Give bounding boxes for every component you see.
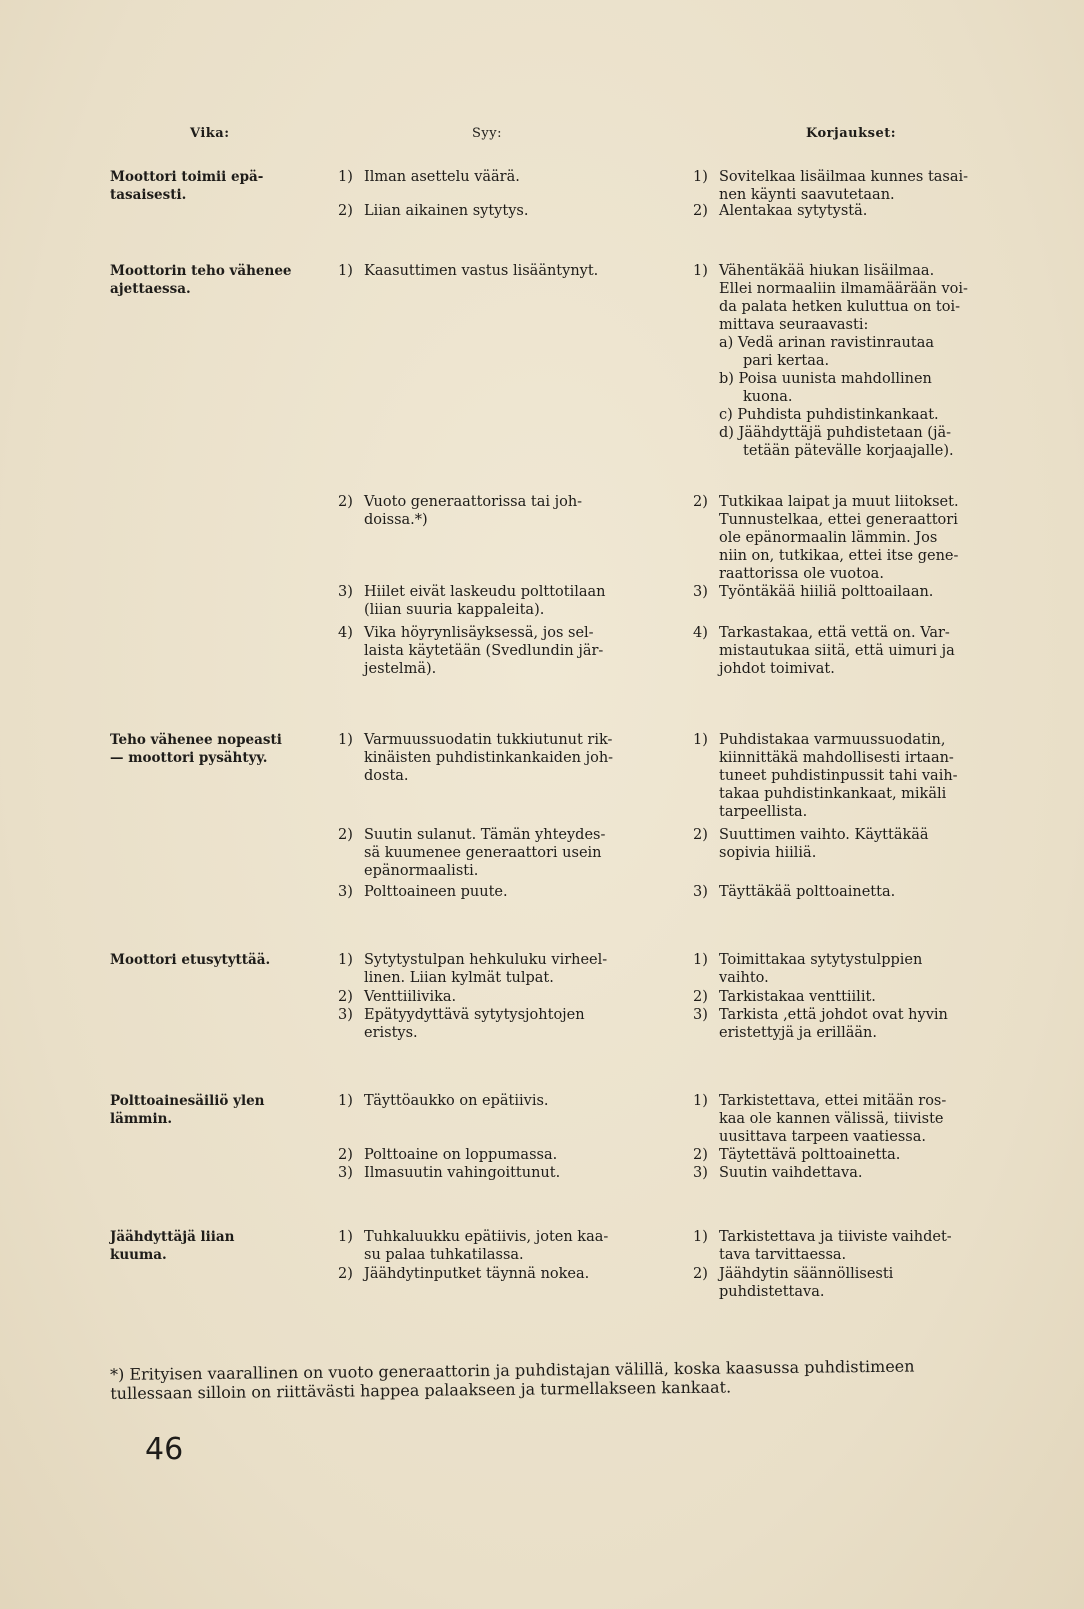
cause-item: [338, 731, 678, 785]
cause-item: [338, 202, 678, 220]
item-text-line: Suuttimen vaihto. Käyttäkää: [719, 827, 929, 843]
item-text-line: Puhdistakaa varmuussuodatin,: [719, 732, 946, 748]
page-number: 46: [145, 1432, 184, 1467]
item-text-line: su palaa tuhkatilassa.: [364, 1247, 524, 1263]
fault-label-line: — moottori pysähtyy.: [110, 750, 268, 766]
cause-item: [338, 1146, 678, 1164]
item-text: [364, 951, 664, 987]
item-number: 2): [338, 1147, 353, 1163]
item-text-line: nen käynti saavutetaan.: [719, 187, 895, 203]
item-text-line: Vähentäkää hiukan lisäilmaa.: [719, 263, 935, 279]
cause-item: [338, 951, 678, 987]
item-text-line: Ilmasuutin vahingoittunut.: [364, 1165, 561, 1181]
item-text-line: Tuhkaluukku epätiivis, joten kaa-: [364, 1229, 609, 1245]
item-text-line: uusittava tarpeen vaatiessa.: [719, 1129, 926, 1145]
item-text-line: Liian aikainen sytytys.: [364, 203, 529, 219]
item-text: [719, 1092, 1019, 1146]
item-text-line: Alentakaa sytytystä.: [719, 203, 868, 219]
item-text-line: mittava seuraavasti:: [719, 317, 869, 333]
item-text-line: Polttoaineen puute.: [364, 884, 508, 900]
cause-item: [338, 624, 678, 678]
item-text-line: Vuoto generaattorissa tai joh-: [364, 494, 583, 510]
item-number: 3): [338, 884, 353, 900]
fix-item: [693, 1006, 1033, 1042]
item-text: [719, 583, 1019, 601]
item-text: [719, 624, 1019, 678]
item-text-line: tetään pätevälle korjaajalle).: [743, 443, 954, 459]
item-number: 1): [338, 952, 353, 968]
item-text-line: Hiilet eivät laskeudu polttotilaan: [364, 584, 606, 600]
item-text-line: Suutin vaihdettava.: [719, 1165, 863, 1181]
item-text: [364, 1146, 664, 1164]
item-text-line: ole epänormaalin lämmin. Jos: [719, 530, 938, 546]
item-text: [364, 1228, 664, 1264]
cause-item: [338, 1006, 678, 1042]
fault-label-line: Polttoainesäiliö ylen: [110, 1093, 265, 1109]
item-text-line: sä kuumenee generaattori usein: [364, 845, 602, 861]
item-text-line: c) Puhdista puhdistinkankaat.: [719, 407, 939, 423]
item-text-line: Vika höyrynlisäyksessä, jos sel-: [364, 625, 594, 641]
item-text: [719, 168, 1019, 204]
item-text: [364, 988, 664, 1006]
item-text-line: johdot toimivat.: [719, 661, 835, 677]
fault-label: [110, 1092, 332, 1128]
item-number: 2): [338, 827, 353, 843]
item-text-line: Sytytystulpan hehkuluku virheel-: [364, 952, 608, 968]
item-text: [364, 624, 664, 678]
item-text-line: kuona.: [743, 389, 793, 405]
item-text: [719, 826, 1019, 862]
fix-item: [693, 988, 1033, 1006]
item-text-line: b) Poisa uunista mahdollinen: [719, 371, 932, 387]
item-number: 3): [693, 584, 708, 600]
fault-label: [110, 262, 332, 298]
item-text: [364, 883, 664, 901]
item-text-line: epänormaalisti.: [364, 863, 479, 879]
item-text-line: Sovitelkaa lisäilmaa kunnes tasai-: [719, 169, 969, 185]
cause-item: [338, 583, 678, 619]
item-text: [719, 202, 1019, 220]
item-text: [719, 493, 1019, 583]
fix-item: [693, 493, 1033, 583]
cause-item: [338, 493, 678, 529]
item-text-line: da palata hetken kuluttua on toi-: [719, 299, 961, 315]
item-text-line: pari kertaa.: [743, 353, 830, 369]
fault-label-line: lämmin.: [110, 1111, 173, 1127]
item-text-line: niin on, tutkikaa, ettei itse gene-: [719, 548, 959, 564]
item-number: 1): [693, 732, 708, 748]
fix-item: [693, 1146, 1033, 1164]
item-text: [719, 883, 1019, 901]
item-number: 3): [338, 584, 353, 600]
item-number: 2): [338, 494, 353, 510]
item-text: [364, 826, 664, 880]
fix-item: [693, 1092, 1033, 1146]
fault-label-line: tasaisesti.: [110, 187, 187, 203]
fault-label: [110, 168, 332, 204]
item-number: 2): [693, 203, 708, 219]
item-text-line: Ilman asettelu väärä.: [364, 169, 520, 185]
item-text-line: Tutkikaa laipat ja muut liitokset.: [719, 494, 959, 510]
item-text: [719, 951, 1019, 987]
item-text-line: mistautukaa siitä, että uimuri ja: [719, 643, 955, 659]
item-number: 1): [338, 1093, 353, 1109]
item-text-line: laista käytetään (Svedlundin jär-: [364, 643, 604, 659]
item-number: 2): [693, 989, 708, 1005]
cause-item: [338, 1164, 678, 1182]
fix-item: [693, 262, 1033, 460]
fix-item: [693, 1265, 1033, 1301]
item-text-line: Täyttäkää polttoainetta.: [719, 884, 896, 900]
item-number: 1): [693, 952, 708, 968]
item-text: [719, 988, 1019, 1006]
item-text-line: Toimittakaa sytytystulppien: [719, 952, 923, 968]
item-text: [719, 1228, 1019, 1264]
cause-item: [338, 262, 678, 280]
fault-label-line: Moottori toimii epä-: [110, 169, 264, 185]
item-text: [364, 583, 664, 619]
item-number: 3): [693, 1165, 708, 1181]
footnote-line: tullessaan silloin on riittävästi happea palaakseen ja turmellakseen kankaat.: [110, 1377, 732, 1403]
item-text-line: Polttoaine on loppumassa.: [364, 1147, 558, 1163]
item-text-line: (liian suuria kappaleita).: [364, 602, 545, 618]
item-text-line: kinäisten puhdistinkankaiden joh-: [364, 750, 614, 766]
item-text-line: sopivia hiiliä.: [719, 845, 817, 861]
item-number: 4): [693, 625, 708, 641]
item-text-line: vaihto.: [719, 970, 769, 986]
fault-label: [110, 731, 332, 767]
fault-label: [110, 951, 332, 969]
item-text-line: tava tarvittaessa.: [719, 1247, 847, 1263]
item-text-line: dosta.: [364, 768, 409, 784]
fix-item: [693, 1228, 1033, 1264]
header-syy: Syy:: [472, 126, 502, 141]
item-text-line: kiinnittäkä mahdollisesti irtaan-: [719, 750, 954, 766]
item-text-line: a) Vedä arinan ravistinrautaa: [719, 335, 934, 351]
fix-item: [693, 731, 1033, 821]
item-text: [719, 1146, 1019, 1164]
item-number: 1): [693, 1093, 708, 1109]
item-text: [364, 262, 664, 280]
item-text-line: Tunnustelkaa, ettei generaattori: [719, 512, 958, 528]
item-text-line: eristys.: [364, 1025, 418, 1041]
fix-item: [693, 202, 1033, 220]
fix-item: [693, 624, 1033, 678]
item-text: [719, 1164, 1019, 1182]
item-text-line: Kaasuttimen vastus lisääntynyt.: [364, 263, 599, 279]
item-text-line: Ellei normaaliin ilmamäärään voi-: [719, 281, 968, 297]
item-number: 2): [693, 1147, 708, 1163]
item-text-line: Täytettävä polttoainetta.: [719, 1147, 901, 1163]
item-number: 2): [693, 1266, 708, 1282]
item-number: 1): [338, 732, 353, 748]
item-text-line: Jäähdytin säännöllisesti: [719, 1266, 894, 1282]
fault-label-line: Jäähdyttäjä liian: [110, 1229, 235, 1245]
item-number: 2): [693, 827, 708, 843]
item-text-line: tarpeellista.: [719, 804, 808, 820]
cause-item: [338, 826, 678, 880]
fault-label-line: Moottori etusytyttää.: [110, 952, 271, 968]
item-text: [364, 1092, 664, 1110]
item-number: 2): [338, 989, 353, 1005]
item-text-line: Venttiilivika.: [364, 989, 457, 1005]
item-text: [364, 1006, 664, 1042]
item-text: [364, 1164, 664, 1182]
fix-item: [693, 583, 1033, 601]
item-text-line: raattorissa ole vuotoa.: [719, 566, 884, 582]
item-number: 4): [338, 625, 353, 641]
fix-item: [693, 951, 1033, 987]
cause-item: [338, 168, 678, 186]
item-text: [364, 202, 664, 220]
item-text-line: Täyttöaukko on epätiivis.: [364, 1093, 549, 1109]
item-text-line: Tarkistakaa venttiilit.: [719, 989, 876, 1005]
item-text-line: doissa.*): [364, 512, 428, 528]
fault-label-line: ajettaessa.: [110, 281, 191, 297]
item-text-line: Tarkista ,että johdot ovat hyvin: [719, 1007, 948, 1023]
cause-item: [338, 988, 678, 1006]
item-text-line: takaa puhdistinkankaat, mikäli: [719, 786, 947, 802]
item-number: 1): [693, 1229, 708, 1245]
item-text: [364, 168, 664, 186]
item-text: [364, 493, 664, 529]
item-text: [719, 1006, 1019, 1042]
item-number: 1): [338, 1229, 353, 1245]
item-number: 2): [338, 1266, 353, 1282]
item-text-line: d) Jäähdyttäjä puhdistetaan (jä-: [719, 425, 951, 441]
item-number: 3): [338, 1007, 353, 1023]
cause-item: [338, 1265, 678, 1283]
fix-item: [693, 826, 1033, 862]
cause-item: [338, 1092, 678, 1110]
item-text-line: Jäähdytinputket täynnä nokea.: [364, 1266, 590, 1282]
item-text: [364, 1265, 664, 1283]
item-text-line: eristettyjä ja erillään.: [719, 1025, 878, 1041]
item-text: [364, 731, 664, 785]
item-number: 2): [693, 494, 708, 510]
item-text-line: puhdistettava.: [719, 1284, 825, 1300]
item-text: [719, 262, 1019, 460]
item-text-line: Suutin sulanut. Tämän yhteydes-: [364, 827, 606, 843]
fault-label-line: kuuma.: [110, 1247, 167, 1263]
item-text-line: kaa ole kannen välissä, tiiviste: [719, 1111, 944, 1127]
item-text-line: tuneet puhdistinpussit tahi vaih-: [719, 768, 958, 784]
fault-label: [110, 1228, 332, 1264]
fault-label-line: Moottorin teho vähenee: [110, 263, 292, 279]
footnote-line: *) Erityisen vaarallinen on vuoto generaattorin ja puhdistajan välillä, koska kaasussa puhdistimeen: [110, 1356, 915, 1384]
item-text-line: linen. Liian kylmät tulpat.: [364, 970, 554, 986]
item-number: 3): [693, 884, 708, 900]
item-number: 3): [338, 1165, 353, 1181]
item-text: [719, 731, 1019, 821]
fault-label-line: Teho vähenee nopeasti: [110, 732, 282, 748]
fix-item: [693, 1164, 1033, 1182]
item-number: 1): [338, 263, 353, 279]
item-number: 1): [338, 169, 353, 185]
fix-item: [693, 883, 1033, 901]
item-text-line: Tarkistettava, ettei mitään ros-: [719, 1093, 947, 1109]
item-text-line: jestelmä).: [364, 661, 437, 677]
item-text-line: Varmuussuodatin tukkiutunut rik-: [364, 732, 613, 748]
item-number: 1): [693, 263, 708, 279]
header-vika: Vika:: [190, 126, 230, 141]
header-korjaukset: Korjaukset:: [806, 126, 897, 141]
fix-item: [693, 168, 1033, 204]
item-text-line: Epätyydyttävä sytytysjohtojen: [364, 1007, 585, 1023]
item-number: 2): [338, 203, 353, 219]
item-text-line: Tarkistettava ja tiiviste vaihdet-: [719, 1229, 952, 1245]
cause-item: [338, 883, 678, 901]
item-text: [719, 1265, 1019, 1301]
item-number: 3): [693, 1007, 708, 1023]
cause-item: [338, 1228, 678, 1264]
item-text-line: Tarkastakaa, että vettä on. Var-: [719, 625, 950, 641]
item-number: 1): [693, 169, 708, 185]
item-text-line: Työntäkää hiiliä polttoailaan.: [719, 584, 934, 600]
